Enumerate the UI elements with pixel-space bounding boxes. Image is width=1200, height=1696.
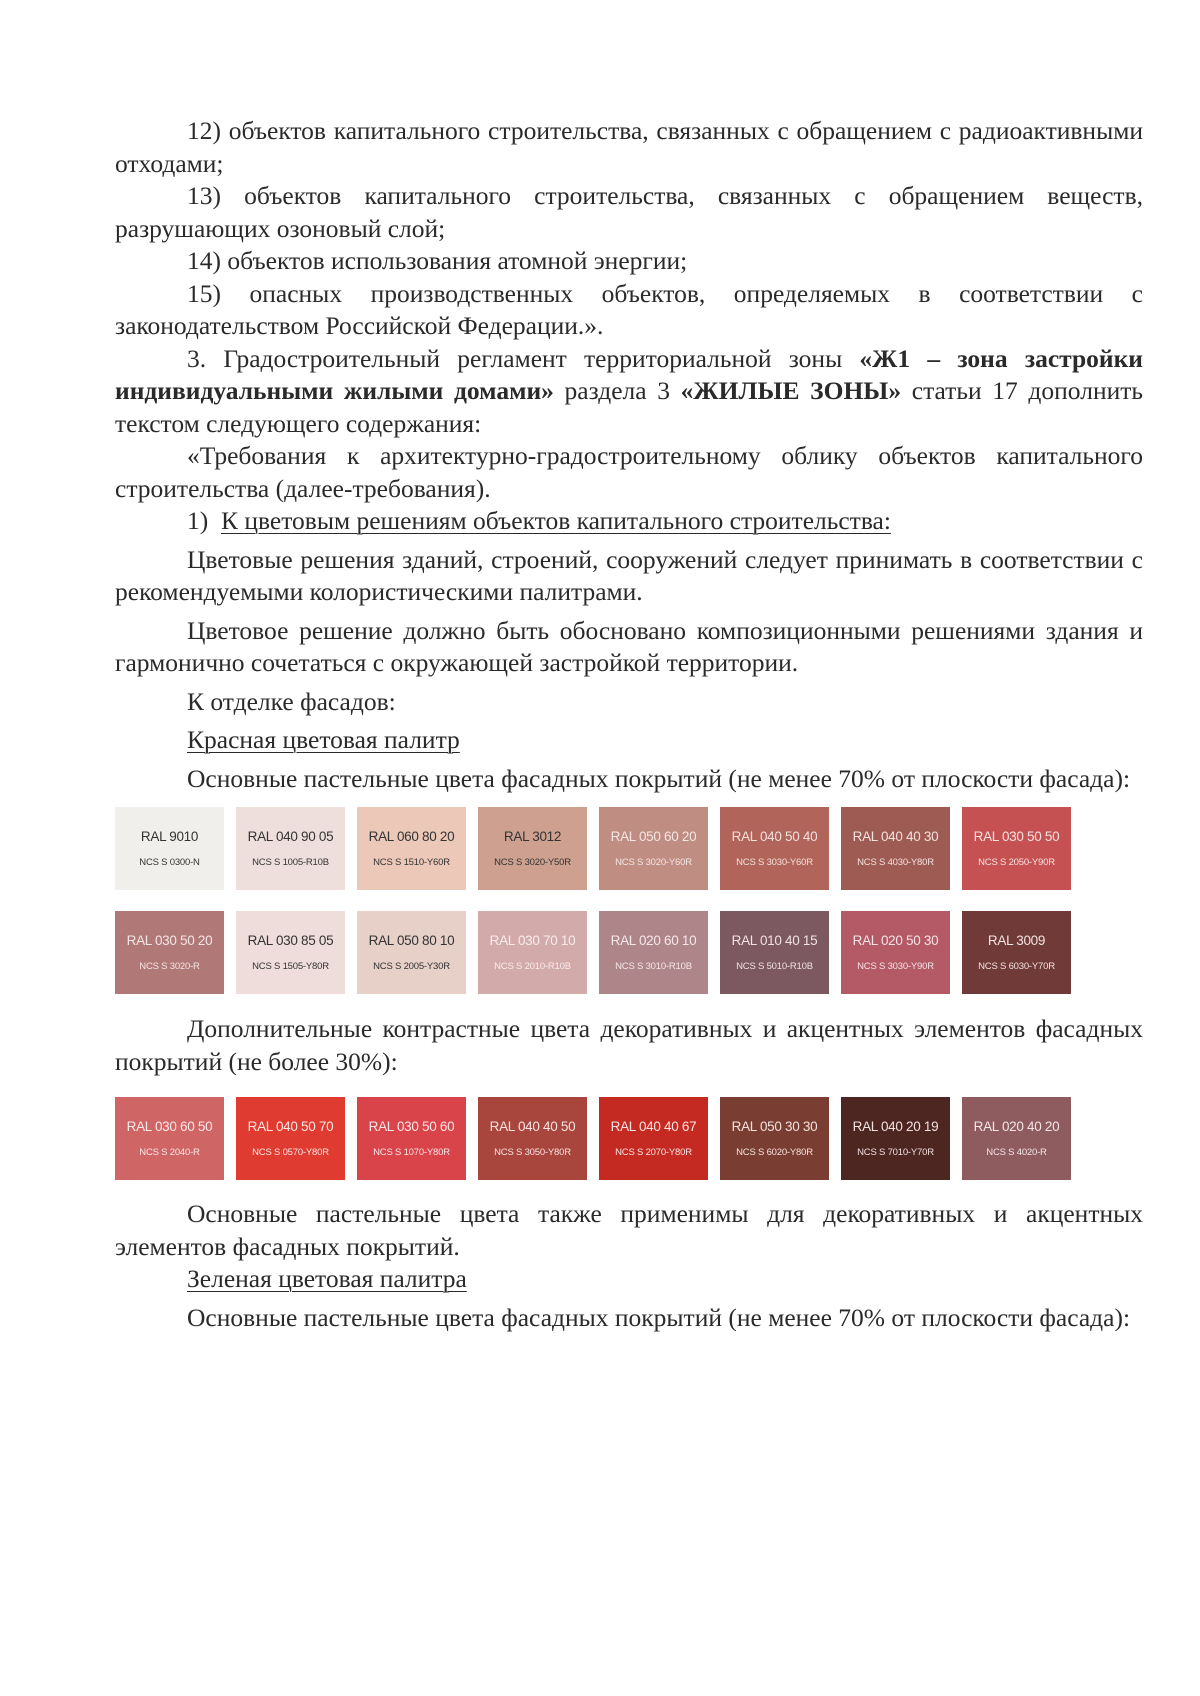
green-palette-heading [115, 1263, 1143, 1296]
swatch-ncs-code: NCS S 3030-Y60R [736, 856, 813, 868]
swatch-ral-code: RAL 050 80 10 [368, 932, 455, 948]
clause-3-text-1: 3. Градостроительный регламент территориальной зоны [187, 343, 860, 373]
color-swatch [357, 911, 466, 994]
color-swatch [720, 911, 829, 994]
clause-3-text-3: статьи 17 дополнить текстом следующего содержания: [115, 376, 1144, 438]
section-1-heading [115, 505, 1143, 538]
color-swatch [357, 1097, 466, 1180]
document-page [115, 115, 1143, 1334]
color-swatch [478, 1097, 587, 1180]
color-swatch [841, 807, 950, 890]
swatch-ncs-code: NCS S 3020-Y60R [615, 856, 692, 868]
color-swatch [599, 1097, 708, 1180]
swatch-ncs-code: NCS S 2010-R10B [494, 960, 571, 972]
color-swatch [115, 911, 224, 994]
color-swatch [962, 807, 1071, 890]
color-swatch [599, 807, 708, 890]
swatch-ral-code: RAL 030 70 10 [489, 932, 576, 948]
swatch-row [115, 807, 1143, 890]
color-swatch [720, 807, 829, 890]
red-palette-heading [115, 724, 1143, 757]
color-swatch [478, 807, 587, 890]
swatch-row [115, 1097, 1143, 1180]
swatch-ral-code: RAL 040 40 30 [852, 828, 939, 844]
zone-name-bold: «Ж1 – зона застройки индивидуальными жилыми домами» [115, 343, 1143, 405]
green-main-caption: Основные пастельные цвета фасадных покрытий (не менее 70% от плоскости фасада): [187, 1302, 1131, 1332]
swatch-ral-code: RAL 040 50 70 [247, 1118, 334, 1134]
color-swatch [962, 911, 1071, 994]
color-swatch [841, 1097, 950, 1180]
clause-3-text-2: раздела 3 [553, 376, 681, 405]
swatch-row [115, 911, 1143, 994]
color-swatch [236, 911, 345, 994]
requirements-intro: «Требования к архитектурно-градостроительному облику объектов капитального строительства (далее-требования). [115, 441, 1143, 503]
color-swatch [236, 807, 345, 890]
swatch-ral-code: RAL 040 40 50 [489, 1118, 576, 1134]
red-accent-caption: Дополнительные контрастные цвета декоративных и акцентных элементов фасадных покрытий (не более 30%): [115, 1014, 1143, 1076]
swatch-ral-code: RAL 030 85 05 [247, 932, 334, 948]
swatch-ncs-code: NCS S 0300-N [139, 856, 200, 868]
clause-3 [115, 343, 1143, 441]
section-name-bold: «ЖИЛЫЕ ЗОНЫ» [680, 376, 902, 405]
swatch-ncs-code: NCS S 6020-Y80R [736, 1146, 813, 1158]
swatch-ral-code: RAL 040 20 19 [852, 1118, 939, 1134]
swatch-ncs-code: NCS S 3020-R [139, 960, 200, 972]
color-swatch [599, 911, 708, 994]
list-item-13: 13) объектов капитального строительства, связанных с обращением веществ, разрушающих озоновый слой; [115, 181, 1143, 243]
swatch-ncs-code: NCS S 0570-Y80R [252, 1146, 329, 1158]
swatch-ncs-code: NCS S 4030-Y80R [857, 856, 934, 868]
swatch-ral-code: RAL 030 50 50 [973, 828, 1060, 844]
swatch-ral-code: RAL 030 50 20 [126, 932, 213, 948]
list-item-15: 15) опасных производственных объектов, определяемых в соответствии с законодательством Российской Федерации.». [115, 278, 1143, 340]
red-main-swatches [115, 807, 1143, 994]
color-swatch [357, 807, 466, 890]
swatch-ncs-code: NCS S 5010-R10B [736, 960, 813, 972]
swatch-ral-code: RAL 3009 [987, 932, 1046, 948]
section-1-title: К цветовым решениям объектов капитального строительства: [221, 506, 891, 535]
swatch-ncs-code: NCS S 3030-Y90R [857, 960, 934, 972]
red-palette-heading-text: Красная цветовая палитр [187, 725, 460, 754]
swatch-ncs-code: NCS S 1510-Y60R [373, 856, 450, 868]
swatch-ncs-code: NCS S 7010-Y70R [857, 1146, 934, 1158]
swatch-ncs-code: NCS S 3020-Y50R [494, 856, 571, 868]
swatch-ncs-code: NCS S 2040-R [139, 1146, 200, 1158]
color-swatch [962, 1097, 1071, 1180]
swatch-ral-code: RAL 040 40 67 [610, 1118, 697, 1134]
green-palette-heading-text: Зеленая цветовая палитра [187, 1264, 467, 1293]
swatch-ral-code: RAL 9010 [140, 828, 199, 844]
color-swatch [115, 1097, 224, 1180]
swatch-ncs-code: NCS S 4020-R [986, 1146, 1047, 1158]
swatch-ral-code: RAL 020 60 10 [610, 932, 697, 948]
color-paragraph-2: Цветовое решение должно быть обосновано композиционными решениями здания и гармонично сочетаться с окружающей застройкой территории. [115, 615, 1143, 677]
red-main-caption: Основные пастельные цвета фасадных покрытий (не менее 70% от плоскости фасада): [187, 763, 1131, 793]
swatch-ncs-code: NCS S 3010-R10B [615, 960, 692, 972]
swatch-ral-code: RAL 050 30 30 [731, 1118, 818, 1134]
section-1-number: 1) [187, 506, 209, 535]
color-swatch [236, 1097, 345, 1180]
swatch-ral-code: RAL 040 50 40 [731, 828, 818, 844]
swatch-ncs-code: NCS S 1070-Y80R [373, 1146, 450, 1158]
pastel-note: Основные пастельные цвета также применимы для декоративных и акцентных элементов фасадных покрытий. [115, 1199, 1143, 1261]
swatch-ncs-code: NCS S 1005-R10B [252, 856, 329, 868]
swatch-ral-code: RAL 060 80 20 [368, 828, 455, 844]
swatch-ncs-code: NCS S 3050-Y80R [494, 1146, 571, 1158]
list-item-14: 14) объектов использования атомной энергии; [187, 246, 688, 275]
swatch-ncs-code: NCS S 6030-Y70R [978, 960, 1055, 972]
swatch-ral-code: RAL 020 40 20 [973, 1118, 1060, 1134]
red-accent-swatches [115, 1097, 1143, 1180]
swatch-ncs-code: NCS S 2050-Y90R [978, 856, 1055, 868]
swatch-ral-code: RAL 020 50 30 [852, 932, 939, 948]
color-swatch [478, 911, 587, 994]
color-paragraph-1: Цветовые решения зданий, строений, сооружений следует принимать в соответствии с рекомендуемыми колористическими палитрами. [115, 544, 1143, 606]
facade-heading: К отделке фасадов: [187, 686, 396, 716]
list-item-12: 12) объектов капитального строительства, связанных с обращением с радиоактивными отходами; [115, 116, 1143, 178]
color-swatch [841, 911, 950, 994]
swatch-ncs-code: NCS S 1505-Y80R [252, 960, 329, 972]
swatch-ral-code: RAL 050 60 20 [610, 828, 697, 844]
color-swatch [720, 1097, 829, 1180]
swatch-ral-code: RAL 3012 [503, 828, 562, 844]
swatch-ncs-code: NCS S 2070-Y80R [615, 1146, 692, 1158]
swatch-ral-code: RAL 010 40 15 [731, 932, 818, 948]
swatch-ncs-code: NCS S 2005-Y30R [373, 960, 450, 972]
color-swatch [115, 807, 224, 890]
swatch-ral-code: RAL 030 50 60 [368, 1118, 455, 1134]
swatch-ral-code: RAL 040 90 05 [247, 828, 334, 844]
swatch-ral-code: RAL 030 60 50 [126, 1118, 213, 1134]
